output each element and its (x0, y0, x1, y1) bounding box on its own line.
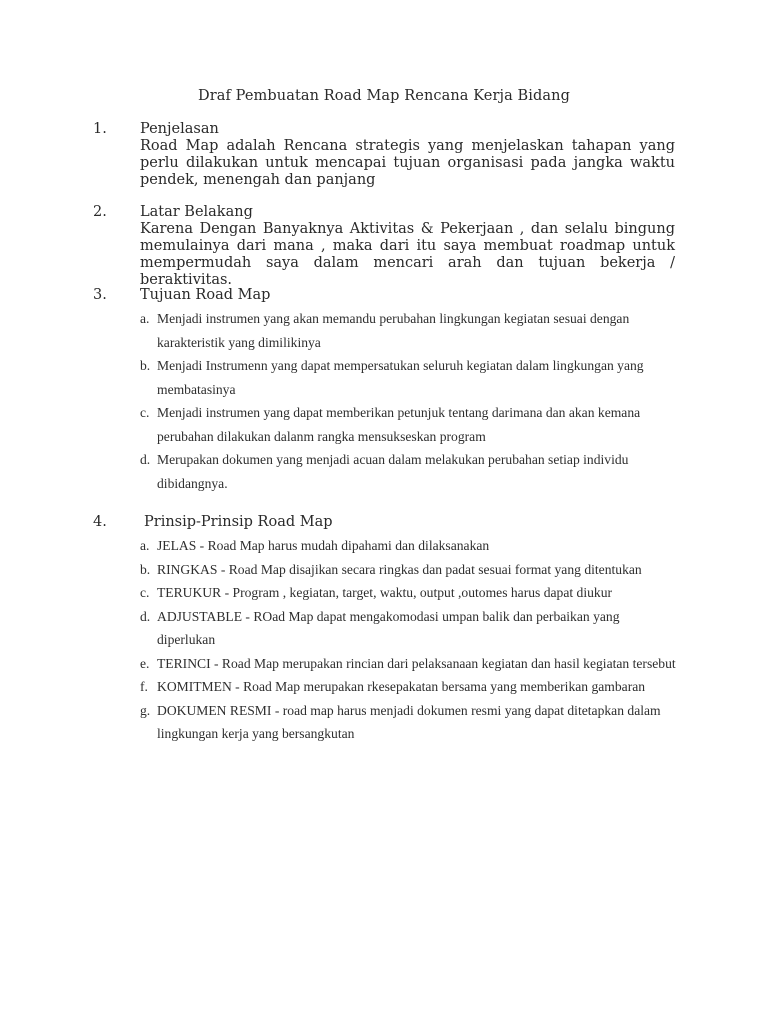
list-item (140, 581, 680, 605)
list-item-text: KOMITMEN - Road Map merupakan rkesepakatan bersama yang memberikan gambaran (157, 679, 646, 694)
section-number: 3. (93, 287, 107, 303)
list-item (140, 652, 680, 676)
list-item-letter: g. (140, 702, 151, 718)
list-item (140, 605, 680, 652)
prinsip-list (140, 534, 680, 746)
list-item-letter: c. (140, 585, 150, 600)
section-heading: Prinsip-Prinsip Road Map (144, 514, 333, 530)
section-body: Road Map adalah Rencana strategis yang menjelaskan tahapan yang perlu dilakukan untuk mencapai tujuan organisasi pada jangka waktu pendek, menengah dan panjang (140, 138, 675, 188)
list-item-letter: b. (140, 561, 151, 577)
list-item-letter: a. (140, 538, 150, 553)
list-item-letter: d. (140, 608, 151, 624)
document-title: Draf Pembuatan Road Map Rencana Kerja Bidang (197, 88, 570, 104)
list-item-letter: b. (140, 358, 151, 373)
list-item-text: Menjadi instrumen yang dapat memberikan petunjuk tentang darimana dan akan kemana perubahan dilakukan dalanm rangka mensukseskan program (157, 405, 641, 444)
list-item-text: DOKUMEN RESMI - road map harus menjadi dokumen resmi yang dapat ditetapkan dalam lingkungan kerja yang bersangkutan (157, 702, 661, 741)
list-item-text: RINGKAS - Road Map disajikan secara ringkas dan padat sesuai format yang ditentukan (157, 561, 642, 577)
list-item (140, 401, 680, 448)
list-item (140, 534, 680, 558)
list-item-text: Merupakan dokumen yang menjadi acuan dalam melakukan perubahan setiap individu dibidangnya. (157, 452, 629, 491)
list-item (140, 354, 680, 401)
list-item-letter: f. (140, 679, 148, 694)
section-heading: Penjelasan (140, 121, 219, 137)
list-item (140, 448, 680, 495)
section-number: 1. (93, 121, 107, 137)
list-item-letter: d. (140, 452, 151, 467)
list-item-text: TERINCI - Road Map merupakan rincian dari pelaksanaan kegiatan dan hasil kegiatan tersebut (157, 655, 676, 671)
list-item-text: JELAS - Road Map harus mudah dipahami dan dilaksanakan (157, 538, 490, 553)
list-item (140, 699, 680, 746)
section-body: Karena Dengan Banyaknya Aktivitas & Pekerjaan , dan selalu bingung memulainya dari mana , maka dari itu saya membuat roadmap untuk mempermudah saya dalam mencari arah dan tujuan bekerja / beraktivitas. (140, 221, 675, 288)
list-item (140, 675, 680, 699)
list-item-text: ADJUSTABLE - ROad Map dapat mengakomodasi umpan balik dan perbaikan yang diperlukan (157, 608, 620, 647)
section-heading: Latar Belakang (140, 204, 253, 220)
list-item-letter: e. (140, 655, 150, 671)
list-item-letter: a. (140, 311, 150, 326)
list-item-text: Menjadi Instrumenn yang dapat mempersatukan seluruh kegiatan dalam lingkungan yang membatasinya (157, 358, 644, 397)
list-item-text: TERUKUR - Program , kegiatan, target, waktu, output ,outomes harus dapat diukur (157, 585, 613, 600)
section-number: 2. (93, 204, 107, 220)
list-item (140, 558, 680, 582)
section-number: 4. (93, 514, 107, 530)
tujuan-list (140, 307, 680, 495)
list-item-letter: c. (140, 405, 150, 420)
list-item-text: Menjadi instrumen yang akan memandu perubahan lingkungan kegiatan sesuai dengan karakteristik yang dimilikinya (157, 311, 630, 350)
list-item (140, 307, 680, 354)
section-heading: Tujuan Road Map (140, 287, 271, 303)
